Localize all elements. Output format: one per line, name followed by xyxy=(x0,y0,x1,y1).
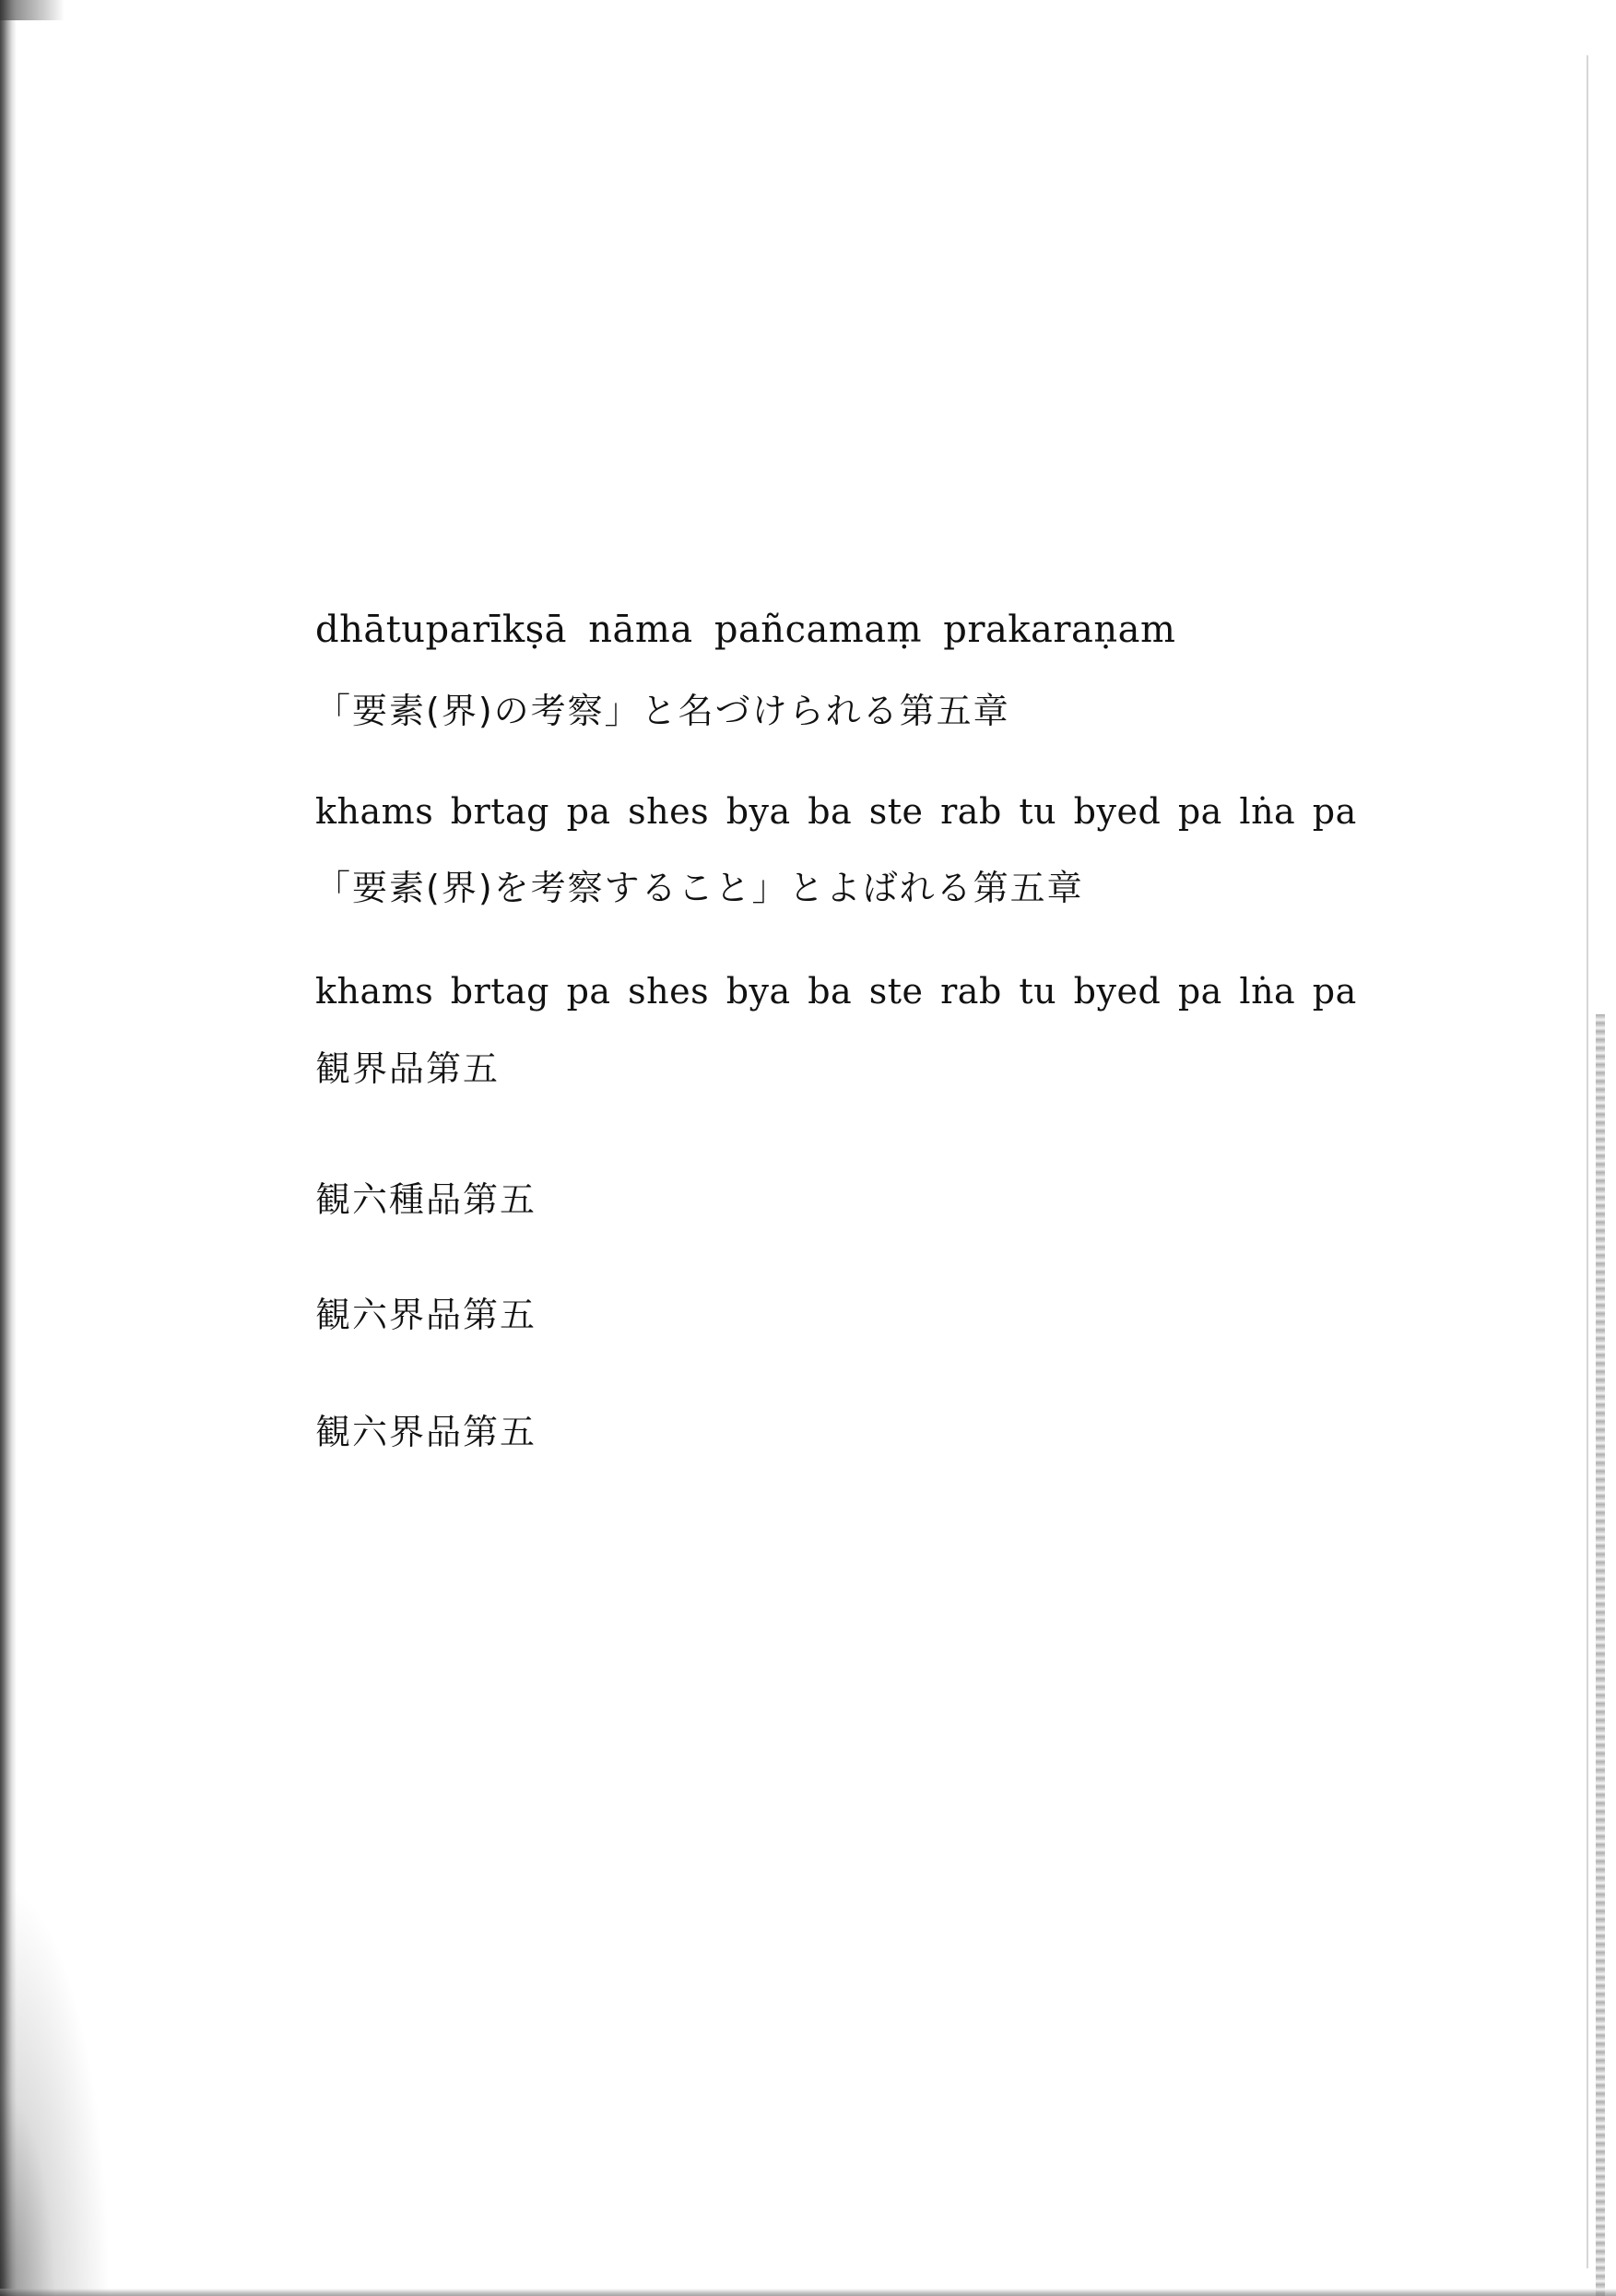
sanskrit-title-japanese-translation: 「要素(界)の考察」と名づけられる第五章 xyxy=(315,691,1010,731)
scan-edge-right-line xyxy=(1587,55,1588,2268)
chinese-chapter-title: 観界品第五 xyxy=(315,1048,501,1089)
scan-noise-corner xyxy=(0,1881,111,2296)
sanskrit-chapter-title: dhātuparīkṣā nāma pañcamaṃ prakaraṇam xyxy=(315,609,1176,651)
chinese-variant-title: 観六界品第五 xyxy=(315,1412,537,1452)
scan-corner-mark xyxy=(0,0,65,20)
scan-edge-right xyxy=(1596,1014,1605,2296)
tibetan-chapter-title: khams brtag pa shes bya ba ste rab tu byed pa lṅa pa xyxy=(315,791,1357,832)
chinese-variant-title: 観六界品第五 xyxy=(315,1295,537,1335)
tibetan-title-japanese-translation: 「要素(界)を考察すること」とよばれる第五章 xyxy=(315,868,1084,908)
scan-edge-bottom xyxy=(0,2289,1616,2296)
tibetan-chapter-title-alt: khams brtag pa shes bya ba ste rab tu byed pa lṅa pa xyxy=(315,971,1357,1012)
chinese-variant-title: 観六種品第五 xyxy=(315,1179,537,1220)
